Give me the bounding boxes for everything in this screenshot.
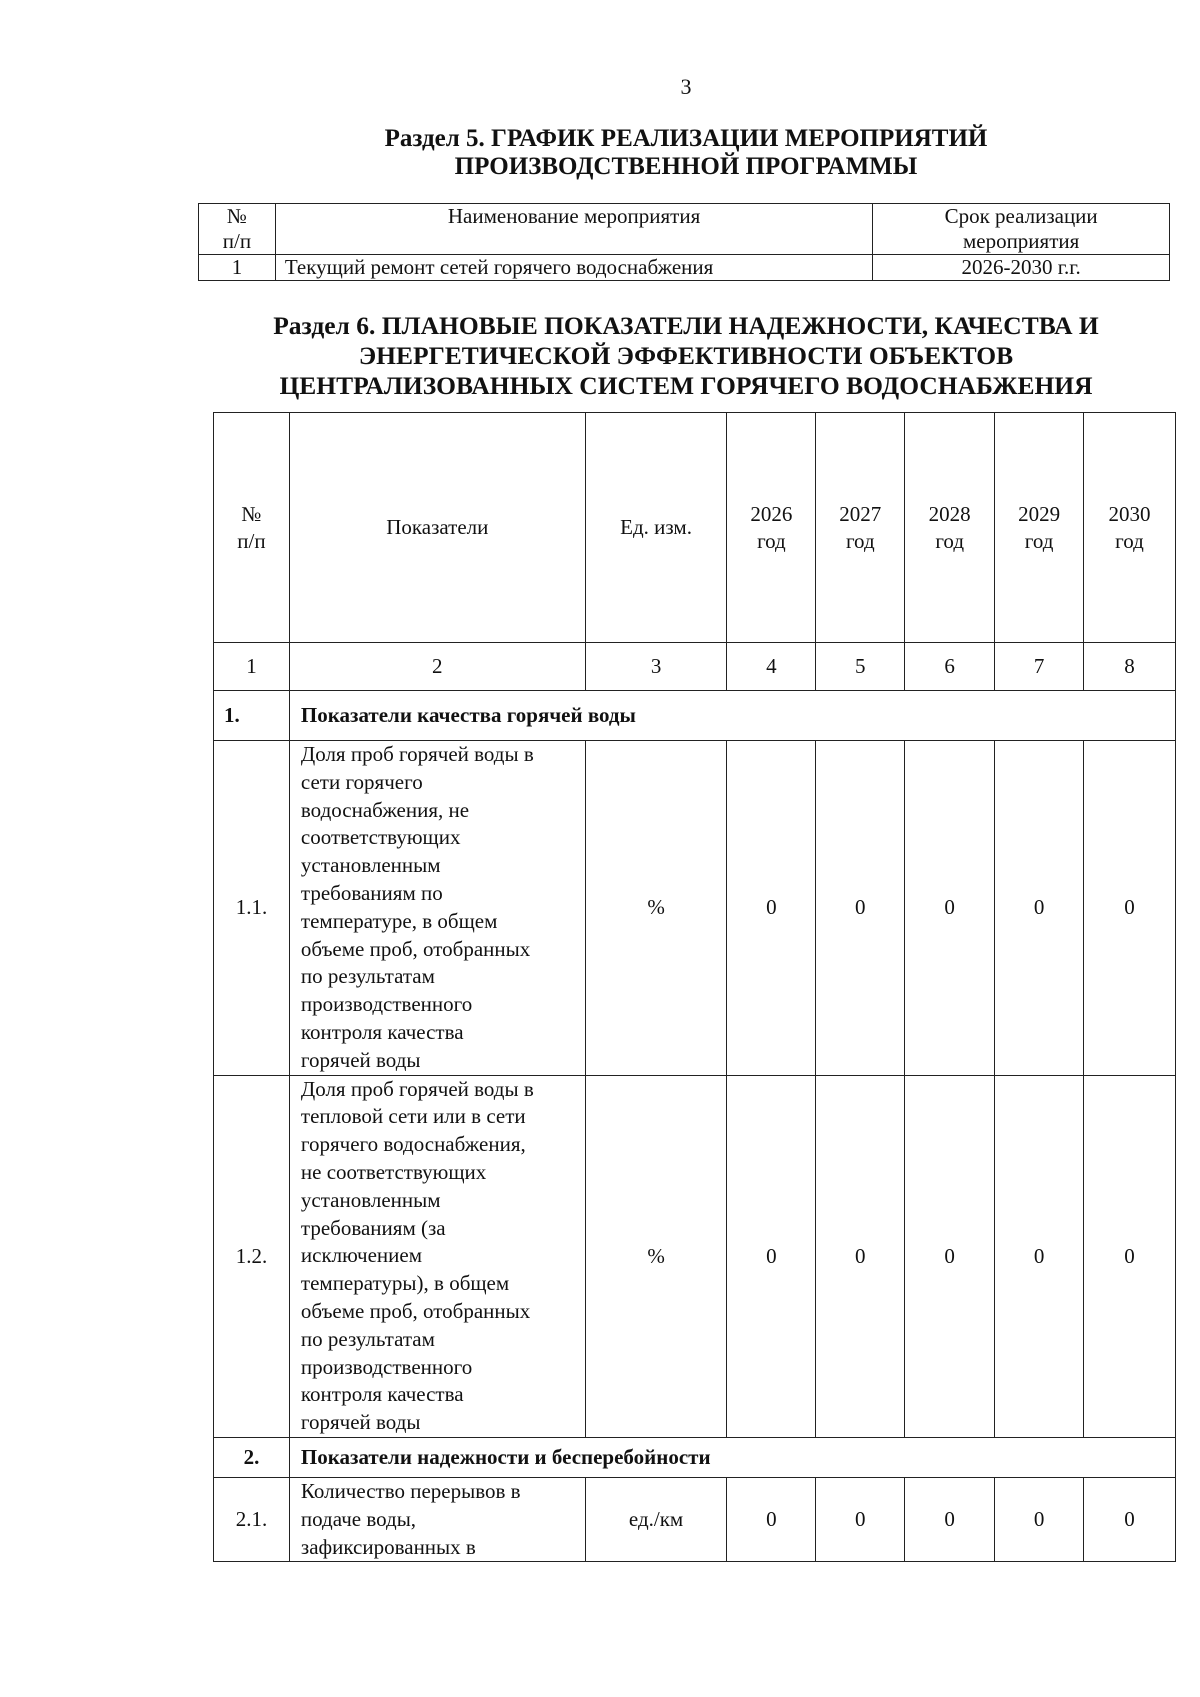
row-num: 1.1. [214,741,290,1076]
row-value: 0 [727,1477,816,1561]
group-title: Показатели качества горячей воды [289,691,1175,741]
row-unit: % [585,1075,727,1437]
section5-table [198,203,1170,281]
row-value: 0 [1084,1477,1176,1561]
group-num: 2. [214,1437,290,1477]
table-row [214,741,1176,1076]
row-value: 0 [1084,1075,1176,1437]
row-term: 2026-2030 г.г. [873,255,1170,281]
header-num: № п/п [199,204,276,255]
section5-title-line: ПРОИЗВОДСТВЕННОЙ ПРОГРАММЫ [454,153,918,180]
row-num: 2.1. [214,1477,290,1561]
group-num: 1. [214,691,290,741]
column-number: 3 [585,643,727,691]
row-num: 1.2. [214,1075,290,1437]
row-name: Текущий ремонт сетей горячего водоснабжения [275,255,872,281]
header-name: Наименование мероприятия [275,204,872,255]
group-row [214,1437,1176,1477]
section6-table [213,412,1176,1562]
section5-title-line: Раздел 5. ГРАФИК РЕАЛИЗАЦИИ МЕРОПРИЯТИЙ [384,125,988,152]
row-value: 0 [905,741,995,1076]
row-num: 1 [199,255,276,281]
column-number: 5 [816,643,905,691]
column-number: 7 [995,643,1084,691]
row-value: 0 [816,1075,905,1437]
section6-title-line: Раздел 6. ПЛАНОВЫЕ ПОКАЗАТЕЛИ НАДЕЖНОСТИ, КАЧЕСТВА И [273,311,1099,340]
header-term: Срок реализации мероприятия [873,204,1170,255]
row-indicator-text: Количество перерывов в подаче воды, зафиксированных в [289,1477,585,1561]
row-unit: % [585,741,727,1076]
column-number: 1 [214,643,290,691]
header-year-2026: 2026 год [727,413,816,643]
row-value: 0 [1084,741,1176,1076]
table-row [199,255,1170,281]
group-row [214,691,1176,741]
section5-title [0,125,1200,181]
column-number: 6 [905,643,995,691]
table-row [214,1075,1176,1437]
row-value: 0 [727,741,816,1076]
page-number: 3 [680,74,692,99]
section6-title-line: ЦЕНТРАЛИЗОВАННЫХ СИСТЕМ ГОРЯЧЕГО ВОДОСНАБЖЕНИЯ [279,371,1093,400]
header-year-2028: 2028 год [905,413,995,643]
header-num: № п/п [214,413,290,643]
row-value: 0 [905,1477,995,1561]
header-year-2029: 2029 год [995,413,1084,643]
table-row [214,1477,1176,1561]
row-value: 0 [995,1075,1084,1437]
group-title: Показатели надежности и бесперебойности [289,1437,1175,1477]
column-number: 2 [289,643,585,691]
row-value: 0 [905,1075,995,1437]
row-value: 0 [816,1477,905,1561]
section6-header-row [214,413,1176,643]
header-indicators: Показатели [289,413,585,643]
row-value: 0 [816,741,905,1076]
row-unit: ед./км [585,1477,727,1561]
header-unit: Ед. изм. [585,413,727,643]
row-indicator-text: Доля проб горячей воды в тепловой сети или в сети горячего водоснабжения, не соответствующих установленным требованиям (за исключением температуры), в общем объеме проб, отобранных по результатам производственного контроля качества горячей воды [289,1075,585,1437]
section6-title [0,311,1200,401]
row-value: 0 [727,1075,816,1437]
column-number: 8 [1084,643,1176,691]
header-year-2027: 2027 год [816,413,905,643]
row-indicator-text: Доля проб горячей воды в сети горячего водоснабжения, не соответствующих установленным требованиям по температуре, в общем объеме проб, отобранных по результатам производственного контроля качества горячей воды [289,741,585,1076]
row-value: 0 [995,741,1084,1076]
header-year-2030: 2030 год [1084,413,1176,643]
row-value: 0 [995,1477,1084,1561]
column-number-row [214,643,1176,691]
column-number: 4 [727,643,816,691]
section5-header-row [199,204,1170,255]
section6-title-line: ЭНЕРГЕТИЧЕСКОЙ ЭФФЕКТИВНОСТИ ОБЪЕКТОВ [358,341,1014,370]
